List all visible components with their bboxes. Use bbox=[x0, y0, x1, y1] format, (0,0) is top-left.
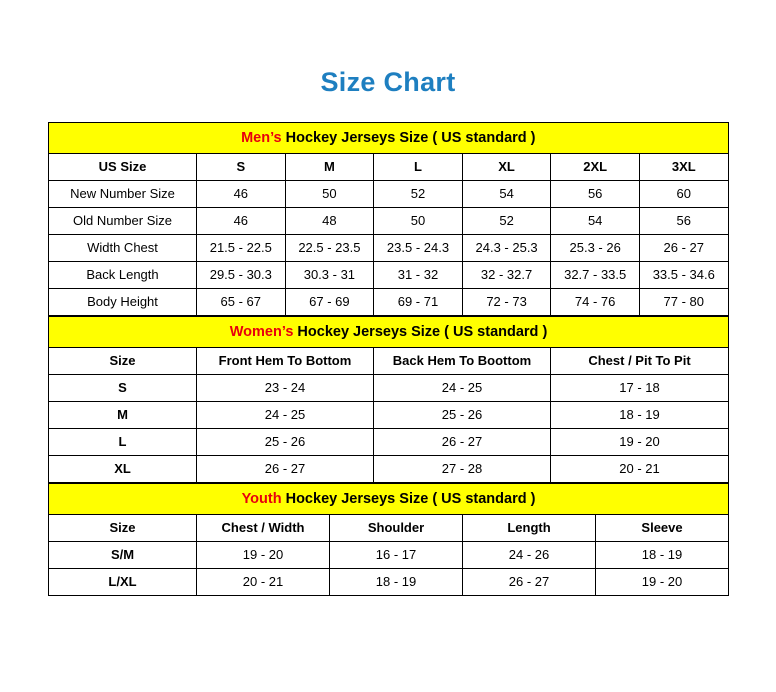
mens-row-1-v3: 52 bbox=[462, 207, 551, 234]
mens-row-3-v5: 33.5 - 34.6 bbox=[639, 261, 728, 288]
womens-row-2-v0: 25 - 26 bbox=[197, 428, 374, 455]
mens-row-1-v5: 56 bbox=[639, 207, 728, 234]
table-row bbox=[49, 207, 729, 234]
youth-row-0-v0: 19 - 20 bbox=[197, 541, 330, 568]
mens-column-headers bbox=[49, 153, 729, 180]
womens-heading bbox=[49, 316, 729, 347]
table-row bbox=[49, 234, 729, 261]
table-row bbox=[49, 455, 729, 482]
mens-row-1-v2: 50 bbox=[374, 207, 463, 234]
youth-size-table bbox=[48, 483, 729, 596]
table-row bbox=[49, 401, 729, 428]
mens-row-3-label: Back Length bbox=[49, 261, 197, 288]
womens-row-2-v1: 26 - 27 bbox=[374, 428, 551, 455]
womens-row-3-label: XL bbox=[49, 455, 197, 482]
youth-row-0-v1: 16 - 17 bbox=[330, 541, 463, 568]
womens-size-table bbox=[48, 316, 729, 483]
mens-row-4-label: Body Height bbox=[49, 288, 197, 315]
youth-col-3: Length bbox=[463, 514, 596, 541]
mens-row-2-v1: 22.5 - 23.5 bbox=[285, 234, 374, 261]
womens-col-1: Front Hem To Bottom bbox=[197, 347, 374, 374]
mens-col-3: L bbox=[374, 153, 463, 180]
mens-col-0: US Size bbox=[49, 153, 197, 180]
mens-col-1: S bbox=[197, 153, 286, 180]
youth-heading bbox=[49, 483, 729, 514]
mens-col-6: 3XL bbox=[639, 153, 728, 180]
mens-row-1-v1: 48 bbox=[285, 207, 374, 234]
mens-row-4-v1: 67 - 69 bbox=[285, 288, 374, 315]
mens-row-0-label: New Number Size bbox=[49, 180, 197, 207]
womens-row-3-v1: 27 - 28 bbox=[374, 455, 551, 482]
mens-heading-rest: Hockey Jerseys Size ( US standard ) bbox=[281, 129, 536, 146]
mens-section-header bbox=[49, 122, 729, 153]
mens-heading-accent: Men’s bbox=[241, 129, 282, 146]
mens-row-3-v0: 29.5 - 30.3 bbox=[197, 261, 286, 288]
mens-row-3-v1: 30.3 - 31 bbox=[285, 261, 374, 288]
youth-row-1-v0: 20 - 21 bbox=[197, 568, 330, 595]
mens-row-0-v4: 56 bbox=[551, 180, 640, 207]
youth-col-1: Chest / Width bbox=[197, 514, 330, 541]
mens-row-4-v3: 72 - 73 bbox=[462, 288, 551, 315]
mens-row-4-v0: 65 - 67 bbox=[197, 288, 286, 315]
womens-col-0: Size bbox=[49, 347, 197, 374]
mens-row-4-v2: 69 - 71 bbox=[374, 288, 463, 315]
page-title: Size Chart bbox=[320, 67, 456, 97]
womens-col-2: Back Hem To Boottom bbox=[374, 347, 551, 374]
womens-heading-accent: Women’s bbox=[229, 323, 294, 340]
youth-row-1-label: L/XL bbox=[49, 568, 197, 595]
mens-row-1-v0: 46 bbox=[197, 207, 286, 234]
womens-row-2-label: L bbox=[49, 428, 197, 455]
youth-col-4: Sleeve bbox=[596, 514, 729, 541]
mens-row-0-v2: 52 bbox=[374, 180, 463, 207]
youth-section-header bbox=[49, 483, 729, 514]
table-row bbox=[49, 261, 729, 288]
mens-row-2-label: Width Chest bbox=[49, 234, 197, 261]
womens-section-header bbox=[49, 316, 729, 347]
womens-row-1-v1: 25 - 26 bbox=[374, 401, 551, 428]
mens-heading bbox=[49, 122, 729, 153]
youth-heading-accent: Youth bbox=[241, 490, 282, 507]
size-tables bbox=[48, 98, 728, 596]
mens-row-2-v2: 23.5 - 24.3 bbox=[374, 234, 463, 261]
mens-row-0-v0: 46 bbox=[197, 180, 286, 207]
mens-row-3-v2: 31 - 32 bbox=[374, 261, 463, 288]
mens-row-2-v4: 25.3 - 26 bbox=[551, 234, 640, 261]
womens-row-1-label: M bbox=[49, 401, 197, 428]
mens-col-4: XL bbox=[462, 153, 551, 180]
mens-row-2-v3: 24.3 - 25.3 bbox=[462, 234, 551, 261]
womens-row-0-v1: 24 - 25 bbox=[374, 374, 551, 401]
womens-row-2-v2: 19 - 20 bbox=[551, 428, 729, 455]
table-row bbox=[49, 374, 729, 401]
youth-column-headers bbox=[49, 514, 729, 541]
womens-col-3: Chest / Pit To Pit bbox=[551, 347, 729, 374]
mens-row-4-v5: 77 - 80 bbox=[639, 288, 728, 315]
youth-col-2: Shoulder bbox=[330, 514, 463, 541]
womens-row-0-label: S bbox=[49, 374, 197, 401]
womens-row-0-v2: 17 - 18 bbox=[551, 374, 729, 401]
youth-row-1-v3: 19 - 20 bbox=[596, 568, 729, 595]
youth-row-1-v2: 26 - 27 bbox=[463, 568, 596, 595]
womens-row-1-v2: 18 - 19 bbox=[551, 401, 729, 428]
mens-row-1-label: Old Number Size bbox=[49, 207, 197, 234]
mens-row-3-v4: 32.7 - 33.5 bbox=[551, 261, 640, 288]
womens-row-3-v0: 26 - 27 bbox=[197, 455, 374, 482]
womens-column-headers bbox=[49, 347, 729, 374]
table-row bbox=[49, 568, 729, 595]
youth-heading-rest: Hockey Jerseys Size ( US standard ) bbox=[281, 490, 536, 507]
mens-row-0-v1: 50 bbox=[285, 180, 374, 207]
table-row bbox=[49, 541, 729, 568]
table-row bbox=[49, 180, 729, 207]
mens-col-5: 2XL bbox=[551, 153, 640, 180]
table-row bbox=[49, 288, 729, 315]
mens-row-2-v0: 21.5 - 22.5 bbox=[197, 234, 286, 261]
mens-row-2-v5: 26 - 27 bbox=[639, 234, 728, 261]
mens-row-4-v4: 74 - 76 bbox=[551, 288, 640, 315]
mens-row-0-v3: 54 bbox=[462, 180, 551, 207]
youth-row-1-v1: 18 - 19 bbox=[330, 568, 463, 595]
youth-col-0: Size bbox=[49, 514, 197, 541]
mens-size-table bbox=[48, 122, 729, 316]
mens-col-2: M bbox=[285, 153, 374, 180]
womens-row-3-v2: 20 - 21 bbox=[551, 455, 729, 482]
mens-row-1-v4: 54 bbox=[551, 207, 640, 234]
mens-row-3-v3: 32 - 32.7 bbox=[462, 261, 551, 288]
mens-row-0-v5: 60 bbox=[639, 180, 728, 207]
youth-row-0-v2: 24 - 26 bbox=[463, 541, 596, 568]
table-row bbox=[49, 428, 729, 455]
youth-row-0-label: S/M bbox=[49, 541, 197, 568]
womens-heading-rest: Hockey Jerseys Size ( US standard ) bbox=[293, 323, 548, 340]
youth-row-0-v3: 18 - 19 bbox=[596, 541, 729, 568]
womens-row-1-v0: 24 - 25 bbox=[197, 401, 374, 428]
womens-row-0-v0: 23 - 24 bbox=[197, 374, 374, 401]
